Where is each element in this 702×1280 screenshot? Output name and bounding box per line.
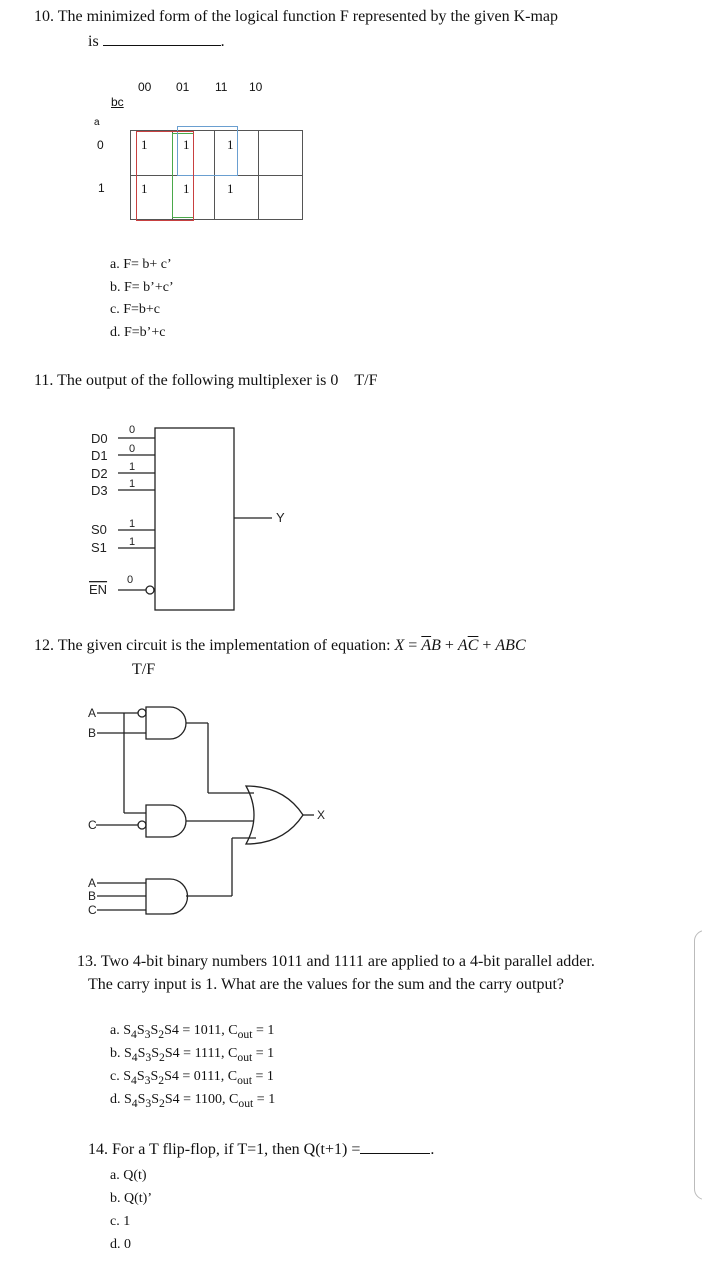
kmap-col-00: 00 — [138, 80, 152, 94]
kmap-corner-a: a — [94, 117, 100, 128]
q10-option-a[interactable]: a. F= b+ c’ — [110, 257, 172, 272]
circuit-input-b2: B — [88, 889, 97, 903]
q14-option-d[interactable]: d. 0 — [110, 1237, 131, 1252]
kmap-col-11: 11 — [215, 80, 228, 94]
q11-tf[interactable]: T/F — [354, 372, 378, 389]
kmap-col-01: 01 — [176, 80, 190, 94]
q14-option-c[interactable]: c. 1 — [110, 1214, 131, 1229]
q13-question: 13. Two 4-bit binary numbers 1011 and 1111 are applied to a 4-bit parallel adder. — [77, 953, 595, 970]
circuit-input-c: C — [88, 818, 97, 832]
q13-question-cont: The carry input is 1. What are the values for the sum and the carry output? — [88, 976, 564, 993]
q14-answer-blank[interactable] — [360, 1153, 430, 1154]
q13-option-b[interactable]: b. $S_4S_3S_2S4 = 1111$, $C_{out} = 1$ — [110, 1046, 275, 1064]
circuit-input-b1: B — [88, 726, 97, 740]
q12-question: 12. The given circuit is the implementation of equation: $X = \overline{A}B + A\overline{C}$ + ABC — [34, 637, 526, 654]
mux-d0-label: D0 — [91, 431, 108, 446]
mux-en-label: EN — [89, 582, 108, 597]
mux-d1-label: D1 — [91, 448, 108, 463]
mux-s1-label: S1 — [91, 540, 107, 555]
right-edge-bracket — [694, 930, 702, 1200]
q12-tf[interactable]: T/F — [132, 661, 156, 678]
q13-option-d[interactable]: d. $S_4S_3S_2S4 = 1100$, $C_{out} = 1$ — [110, 1092, 276, 1110]
q10-option-b[interactable]: b. F= b’+c’ — [110, 280, 174, 295]
mux-d2-label: D2 — [91, 466, 108, 481]
circuit-input-c2: C — [88, 903, 97, 917]
mux-en-value: 0 — [127, 574, 134, 586]
q13-option-a[interactable]: a. $S_4S_3S_2S4 = 1011$, $C_{out} = 1$ — [110, 1023, 275, 1041]
q10-question: 10. The minimized form of the logical function F represented by the given K-map — [34, 8, 559, 25]
q11-question: 11. The output of the following multiplexer is 0 T/F — [34, 372, 378, 389]
kmap-value: 1 — [227, 181, 234, 196]
kmap-value: 1 — [141, 137, 148, 152]
q10-question-cont: is . — [88, 33, 225, 50]
mux-s0-value: 1 — [129, 518, 136, 530]
mux-s1-value: 1 — [129, 536, 136, 548]
kmap-row-1: 1 — [98, 181, 105, 195]
mux-d3-label: D3 — [91, 483, 108, 498]
mux-output-label: Y — [276, 510, 285, 525]
q13-option-c[interactable]: c. $S_4S_3S_2S4 = 0111$, $C_{out} = 1$ — [110, 1069, 274, 1087]
kmap-value: 1 — [141, 181, 148, 196]
mux-d1-value: 0 — [129, 443, 136, 455]
kmap-col-10: 10 — [249, 80, 263, 94]
mux-d3-value: 1 — [129, 478, 136, 490]
mux-d2-value: 1 — [129, 461, 136, 473]
circuit-input-a2: A — [88, 876, 97, 890]
kmap-value: 1 — [183, 181, 190, 196]
q14-option-a[interactable]: a. Q(t) — [110, 1168, 147, 1183]
kmap-row-0: 0 — [97, 138, 104, 152]
circuit-output-x: X — [317, 808, 326, 822]
q10-option-d[interactable]: d. F=b’+c — [110, 325, 166, 340]
mux-s0-label: S0 — [91, 522, 107, 537]
mux-d0-value: 0 — [129, 424, 136, 436]
q14-option-b[interactable]: b. Q(t)’ — [110, 1191, 152, 1206]
kmap-value: 1 — [183, 137, 190, 152]
q10-option-c[interactable]: c. F=b+c — [110, 302, 161, 317]
circuit-input-a1: A — [88, 706, 97, 720]
q14-question: 14. For a T flip-flop, if T=1, then Q(t+1) = . — [88, 1141, 435, 1158]
kmap-value: 1 — [227, 137, 234, 152]
kmap-corner-bc: bc — [111, 95, 124, 109]
